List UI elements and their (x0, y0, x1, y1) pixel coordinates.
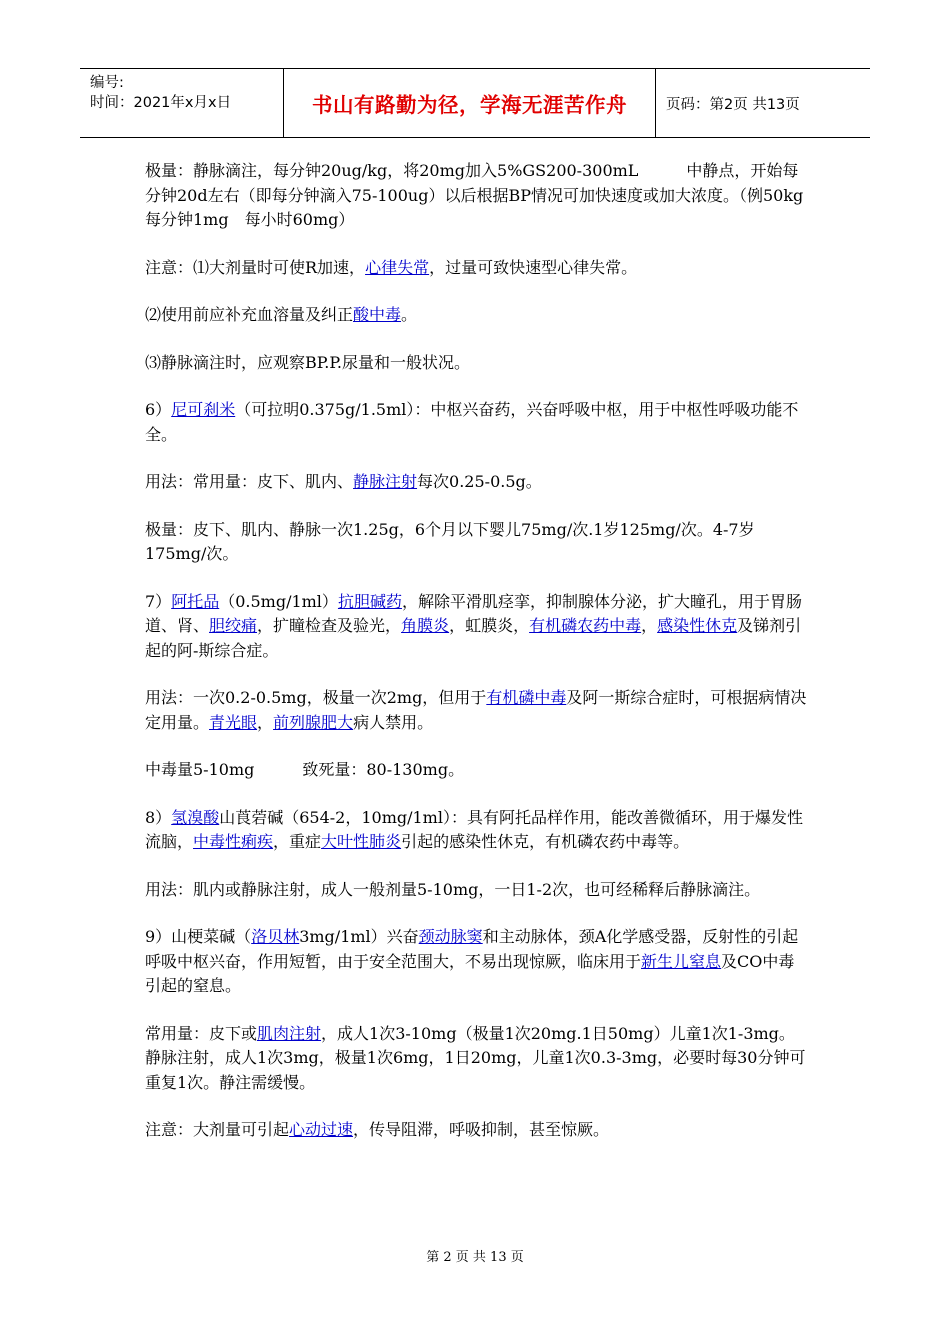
paragraph (145, 256, 810, 281)
paragraph-text: 注意：⑴大剂量时可使R加速， (145, 257, 366, 277)
time-label: 时间：2021年x月x日 (90, 95, 232, 111)
paragraph-text: 7） (145, 591, 172, 611)
term-link[interactable]: 洛贝林 (251, 927, 300, 946)
paragraph-text: ⑶静脉滴注时，应观察BP.P.尿量和一般状况。 (145, 352, 470, 372)
term-link[interactable]: 大叶性肺炎 (321, 832, 402, 851)
paragraph (145, 470, 810, 495)
paragraph-text: （0.5mg/1ml） (219, 591, 338, 611)
paragraph-text: ⑵使用前应补充血溶量及纠正 (145, 305, 354, 324)
term-link[interactable]: 阿托品 (171, 591, 220, 611)
header-motto: 书山有路勤为径，学海无涯苦作舟 (283, 69, 656, 137)
paragraph-text: 引起的感染性休克，有机磷农药中毒等。 (401, 832, 690, 851)
paragraph-text: 用法：一次0.2-0.5mg，极量一次2mg，但用于 (145, 688, 487, 707)
paragraph-text: ，成人1次3-10mg（极量1次20mg.1日50mg）儿童1次1-3mg。静脉注射，成人1次3mg，极量1次6mg，1日20mg，儿童1次0.3-3mg，必要时每30分钟可重复1次。静注需缓慢。 (145, 1023, 806, 1092)
term-link[interactable]: 氢溴酸 (171, 807, 220, 827)
paragraph-text: 3mg/1ml）兴奋 (299, 927, 419, 946)
term-link[interactable]: 角膜炎 (401, 616, 450, 635)
paragraph-text: 及锑剂引起的阿-斯综合症。 (145, 616, 802, 660)
paragraph-text: 中毒量5-10mg 致死量：80-130mg。 (145, 760, 465, 779)
paragraph (145, 518, 810, 567)
paragraph-text: 用法：肌内或静脉注射，成人一般剂量5-10mg，一日1-2次，也可经稀释后静脉滴注。 (145, 879, 761, 899)
paragraph (145, 159, 820, 233)
paragraph (145, 806, 810, 855)
paragraph-text: ，虹膜炎， (449, 616, 530, 635)
term-link[interactable]: 抗胆碱药 (337, 591, 402, 611)
term-link[interactable]: 尼可刹米 (171, 400, 236, 419)
page-footer: 第 2 页 共 13 页 (426, 1250, 524, 1265)
term-link[interactable]: 心律失常 (365, 257, 430, 277)
paragraph-text: 山莨菪碱（654-2，10mg/1ml）：具有阿托品样作用，能改善微循环，用于爆发性流脑， (145, 807, 803, 851)
paragraph (145, 590, 810, 664)
term-link[interactable]: 有机磷中毒 (486, 688, 567, 707)
paragraph-text: 每次0.25-0.5g。 (417, 472, 542, 491)
paragraph-text: 注意：大剂量可引起 (145, 1120, 290, 1139)
paragraph-text: ，传导阻滞，呼吸抑制，甚至惊厥。 (353, 1120, 610, 1139)
paragraph-text: 6） (145, 400, 172, 419)
term-link[interactable]: 心动过速 (289, 1120, 354, 1139)
paragraph (145, 758, 810, 783)
term-link[interactable]: 颈动脉窦 (418, 927, 483, 946)
term-link[interactable]: 有机磷农药中毒 (529, 616, 642, 635)
paragraph-text: ，解除平滑肌痉挛，抑制腺体分泌，扩大瞳孔，用于胃肠道、肾、 (145, 591, 802, 635)
term-link[interactable]: 中毒性痢疾 (193, 832, 274, 851)
paragraph-text: 8） (145, 807, 172, 827)
paragraph (145, 351, 810, 376)
paragraph-text: 病人禁用。 (353, 712, 434, 732)
paragraph (145, 398, 810, 447)
term-link[interactable]: 新生儿窒息 (641, 951, 722, 971)
paragraph-text: ，重症 (273, 832, 322, 851)
term-link[interactable]: 静脉注射 (353, 472, 418, 491)
term-link[interactable]: 酸中毒 (353, 305, 402, 324)
paragraph-text: 。 (401, 305, 418, 324)
page-header (80, 68, 870, 138)
term-link[interactable]: 感染性休克 (657, 616, 738, 635)
paragraph-text: 及阿一斯综合症时，可根据病情决定用量。 (145, 688, 807, 732)
paragraph-text: 极量：皮下、肌内、静脉一次1.25g，6个月以下婴儿75mg/次.1岁125mg/次。4-7岁175mg/次。 (145, 519, 755, 563)
paragraph (145, 686, 810, 735)
term-link[interactable]: 胆绞痛 (209, 616, 258, 635)
term-link[interactable]: 青光眼 (209, 712, 258, 732)
paragraph-text: 常用量：皮下或 (145, 1023, 258, 1043)
paragraph-text: 极量：静脉滴注，每分钟20ug/kg，将20mg加入5%GS200-300mL 中静点，开始每分钟20d左右（即每分钟滴入75-100ug）以后根据BP情况可加快速度或加大浓度。（例50kg 每分钟1mg 每小时60mg） (145, 161, 820, 229)
number-label: 编号: (90, 75, 124, 91)
paragraph (145, 925, 810, 999)
paragraph-text: ， (641, 616, 658, 635)
paragraph-text: ， (257, 712, 274, 732)
paragraph-text: ，扩瞳检查及验光， (257, 616, 402, 635)
paragraph-text: 用法：常用量：皮下、肌内、 (145, 472, 354, 491)
paragraph-text: （可拉明0.375g/1.5ml）：中枢兴奋药，兴奋呼吸中枢，用于中枢性呼吸功能不全。 (145, 400, 799, 444)
paragraph-text: 9）山梗菜碱（ (145, 927, 252, 946)
header-meta (80, 69, 283, 137)
paragraph-text: 和主动脉体，颈A化学感受器，反射性的引起呼吸中枢兴奋，作用短暂，由于安全范围大，不易出现惊厥，临床用于 (145, 927, 799, 971)
paragraph-text: 及CO中毒引起的窒息。 (145, 951, 795, 995)
paragraph (145, 878, 810, 903)
header-page-info: 页码：第2页 共13页 (666, 96, 800, 113)
paragraph (145, 1022, 810, 1096)
paragraph (145, 1118, 810, 1143)
term-link[interactable]: 前列腺肥大 (273, 712, 354, 732)
term-link[interactable]: 肌肉注射 (257, 1023, 322, 1043)
paragraph (145, 303, 810, 328)
document-body (145, 159, 820, 1166)
paragraph-text: ，过量可致快速型心律失常。 (429, 257, 638, 277)
